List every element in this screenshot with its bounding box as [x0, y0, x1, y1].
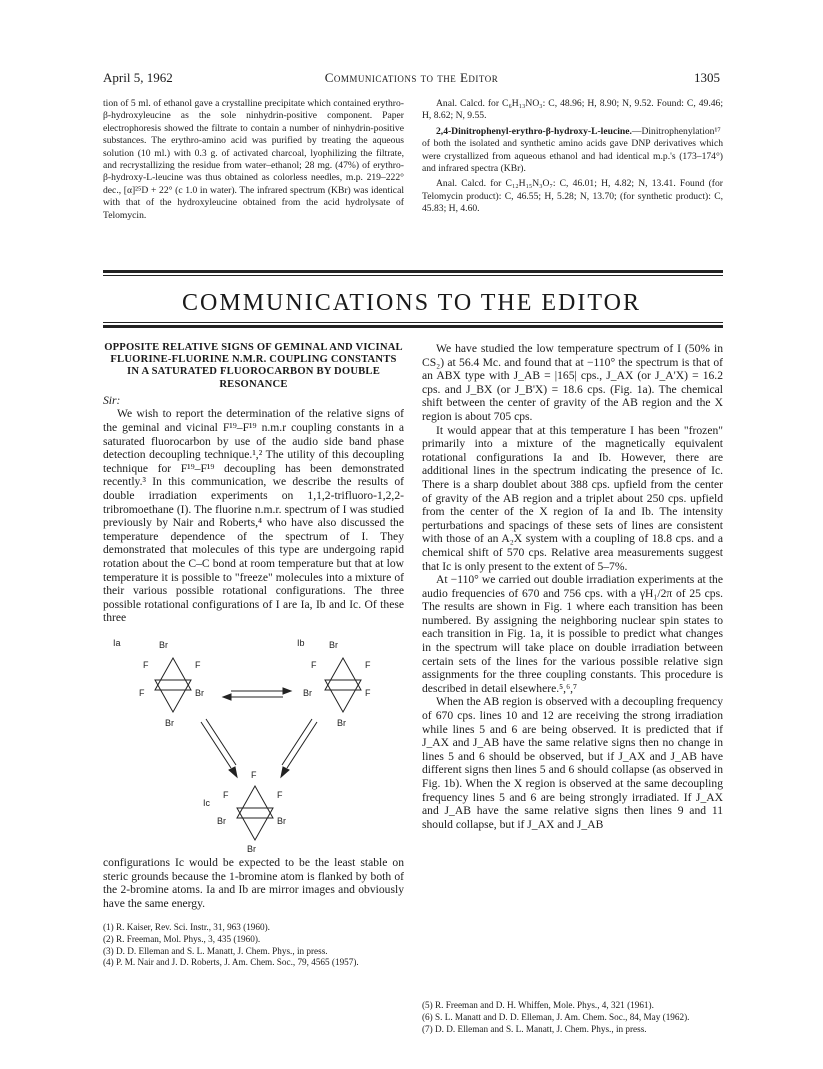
Ia-bottom-Br: Br [165, 718, 174, 728]
label-Ib: Ib [297, 638, 305, 648]
header-date: April 5, 1962 [103, 70, 173, 85]
top-left-column [103, 98, 404, 222]
Ic-lower-right-Br: Br [277, 816, 286, 826]
Ic-right-F: F [277, 790, 283, 800]
Ia-right-F: F [195, 660, 201, 670]
rule-top-thin [103, 275, 723, 276]
rule-top-thick [103, 270, 723, 273]
section-title: COMMUNICATIONS TO THE EDITOR [182, 290, 641, 316]
Ic-lower-left-Br: Br [217, 816, 226, 826]
reference-5: (5) R. Freeman and D. H. Whiffen, Mole. Phys., 4, 321 (1961). [422, 1000, 654, 1010]
analysis-2: Anal. Calcd. for C₁₂H₁₅N₃O₇: C, 46.01; H, 4.82; N, 13.41. Found (for Telomycin product): C, 46.55; H, 5.28; N, 13.70; (for synthetic product): C, 45.83; H, 4.60. [422, 178, 723, 215]
article-right-paragraph-4: When the AB region is observed with a decoupling frequency of 670 cps. lines 10 and 12 are receiving the strong irradiation while lines 5 and 6 are being observed. It is predicted that if J_AX and J_AB have the same relative signs then no change in lines 5 and 6 should be observed, but if J_AX and J_AB have different signs then lines 5 and 6 should collapse (as observed in Fig. 1b). When the X region is observed at the same decoupling frequency lines 5 and 6 are being strongly irradiated. If J_AX and J_AB have the same relative signs then lines 9 and 11 should collapse, but if J_AX and J_AB [422, 695, 723, 831]
reference-7: (7) D. D. Elleman and S. L. Manatt, J. Chem. Phys., in press. [422, 1023, 647, 1034]
Ia-left-F: F [143, 660, 149, 670]
label-Ic: Ic [203, 798, 211, 808]
page-number: 1305 [694, 70, 720, 85]
reference-1: (1) R. Kaiser, Rev. Sci. Instr., 31, 963 (1960). [103, 922, 270, 932]
reference-6: (6) S. L. Manatt and D. D. Elleman, J. Am. Chem. Soc., 84, May (1962). [422, 1011, 690, 1022]
reference-3: (3) D. D. Elleman and S. L. Manatt, J. Chem. Phys., in press. [103, 945, 328, 956]
label-Ia: Ia [113, 638, 121, 648]
article-right-paragraph-2: It would appear that at this temperature I has been "frozen" primarily into a mixture of the magnetically equivalent rotational configurations Ia and Ib. However, there are additional lines in the spectrum indicating the presence of Ic. There is a sharp doublet about 388 cps. upfield from the center of gravity of the AB region and a triplet about 250 cps. upfield from the center of the X region of Ia and Ib. The intensity perturbations and spacings of these sets of lines are consistent with those of an A₂X system with a coupling of 18.8 cps. and a chemical shift of 570 cps. Relative area measurements suggest that Ic is only present to the extent of 5–7%. [422, 423, 723, 573]
analysis-1: Anal. Calcd. for C₆H₁₃NO₃: C, 48.96; H, 8.90; N, 9.52. Found: C, 49.46; H, 8.62; N, 9.55. [422, 98, 723, 122]
Ib-top-Br: Br [329, 640, 338, 650]
rule-bottom-thin [103, 322, 723, 323]
references-right [422, 1000, 723, 1035]
article-title: OPPOSITE RELATIVE SIGNS OF GEMINAL AND VICINAL FLUORINE-FLUORINE N.M.R. COUPLING CONSTANTS IN A SATURATED FLUOROCARBON BY DOUBLE RESONANCE [104, 342, 403, 390]
article-paragraph-1: We wish to report the determination of the relative signs of the geminal and vicinal F¹⁹–F¹⁹ n.m.r coupling constants in a saturated fluorocarbon by use of the audio side band phase detection decoupling technique.¹,² The utility of this decoupling technique for F¹⁹–F¹⁹ decoupling has been demonstrated recently.³ In this communication, we describe the results of double irradiation experiments on 1,1,2-trifluoro-1,2,2-tribromoethane (I). The fluorine n.m.r. spectrum of I was studied previously by Nair and Roberts,⁴ who have also discussed the temperature dependence of the spectrum of I. They demonstrated that molecules of this type are undergoing rapid rotation about the C–C bond at room temperature but that at low temperature it is possible to "freeze" molecules into a mixture of their various possible rotational configurations. The three possible rotational configurations of I are Ia, Ib and Ic. Of these three [103, 407, 404, 625]
Ib-lower-right-F: F [365, 688, 371, 698]
references-left [103, 922, 404, 969]
Ic-top-F: F [251, 770, 257, 780]
Ia-top-Br: Br [159, 640, 168, 650]
Ib-right-F: F [365, 660, 371, 670]
dnp-heading: 2,4-Dinitrophenyl-erythro-β-hydroxy-L-leucine. [436, 125, 632, 137]
Ic-bottom-Br: Br [247, 844, 256, 854]
Ia-lower-right-Br: Br [195, 688, 204, 698]
Ic-left-F: F [223, 790, 229, 800]
article-paragraph-2: configurations Ic would be expected to be the least stable on steric grounds because the 1-bromine atom is flanked by both of the 2-bromine atoms. Ia and Ib are mirror images and obviously have the same energy. [103, 856, 404, 910]
top-right-column [422, 98, 723, 216]
Ia-lower-left-F: F [139, 688, 145, 698]
running-title: Communications to the Editor [324, 70, 499, 85]
article-right-column [422, 342, 723, 831]
dnp-text: —Dinitrophenylation¹⁷ of both the isolated and synthetic amino acids gave DNP derivatives which were crystallized from aqueous ethanol and had identical m.p.'s (173–174°) and infrared spectra (KBr). [422, 125, 723, 175]
Ib-bottom-Br: Br [337, 718, 346, 728]
article-left-column [103, 342, 404, 625]
Ib-left-F: F [311, 660, 317, 670]
rule-bottom-thick [103, 325, 723, 328]
article-left-column-continued [103, 856, 404, 910]
article-right-paragraph-1: We have studied the low temperature spectrum of I (50% in CS₂) at 56.4 Mc. and found that at −110° the spectrum is that of an ABX type with J_AB = |165| cps., J_AX (or J_A'X) = 16.2 cps. and J_BX (or J_B'X) = 18.6 cps. (Fig. 1a). The chemical shift between the center of gravity of the AB region and the X region is about 705 cps. [422, 342, 723, 423]
top-left-text: tion of 5 ml. of ethanol gave a crystalline precipitate which contained erythro-β-hydroxyleucine as the sole ninhydrin-positive component. Paper electrophoresis showed the filtrate to contain a number of ninhydrin-positive substances. The erythro-amino acid was purified by treating the aqueous solution (10 ml.) with 0.3 g. of activated charcoal, lyophilizing the filtrate, and recrystallizing the residue from water–ethanol; 28 mg. (47%) of erythro-β-hydroxy-L-leucine was thus obtained as colorless needles, m.p. 219–222° dec., [α]²⁵D + 22° (c 1.0 in water). The infrared spectrum (KBr) was identical with that of the hydroxyleucine obtained from the acid hydrolysate of Telomycin. [103, 98, 404, 221]
salutation: Sir: [103, 393, 121, 407]
article-right-paragraph-3: At −110° we carried out double irradiation experiments at the audio frequencies of 670 and 756 cps. with a γH₁/2π of 25 cps. The results are shown in Fig. 1 where each transition has been numbered. By assigning the neighboring nuclear spin states to each transition in Fig. 1a, it is possible to predict what changes in the spectrum will take place on double irradiation between certain sets of the lines for the various possible relative sign assignments for the three coupling constants. This procedure is described in detail elsewhere.⁵,⁶,⁷ [422, 573, 723, 695]
reference-4: (4) P. M. Nair and J. D. Roberts, J. Am. Chem. Soc., 79, 4565 (1957). [103, 957, 359, 968]
reference-2: (2) R. Freeman, Mol. Phys., 3, 435 (1960). [103, 933, 261, 944]
Ib-lower-left-Br: Br [303, 688, 312, 698]
rotational-configurations-figure [103, 636, 404, 854]
